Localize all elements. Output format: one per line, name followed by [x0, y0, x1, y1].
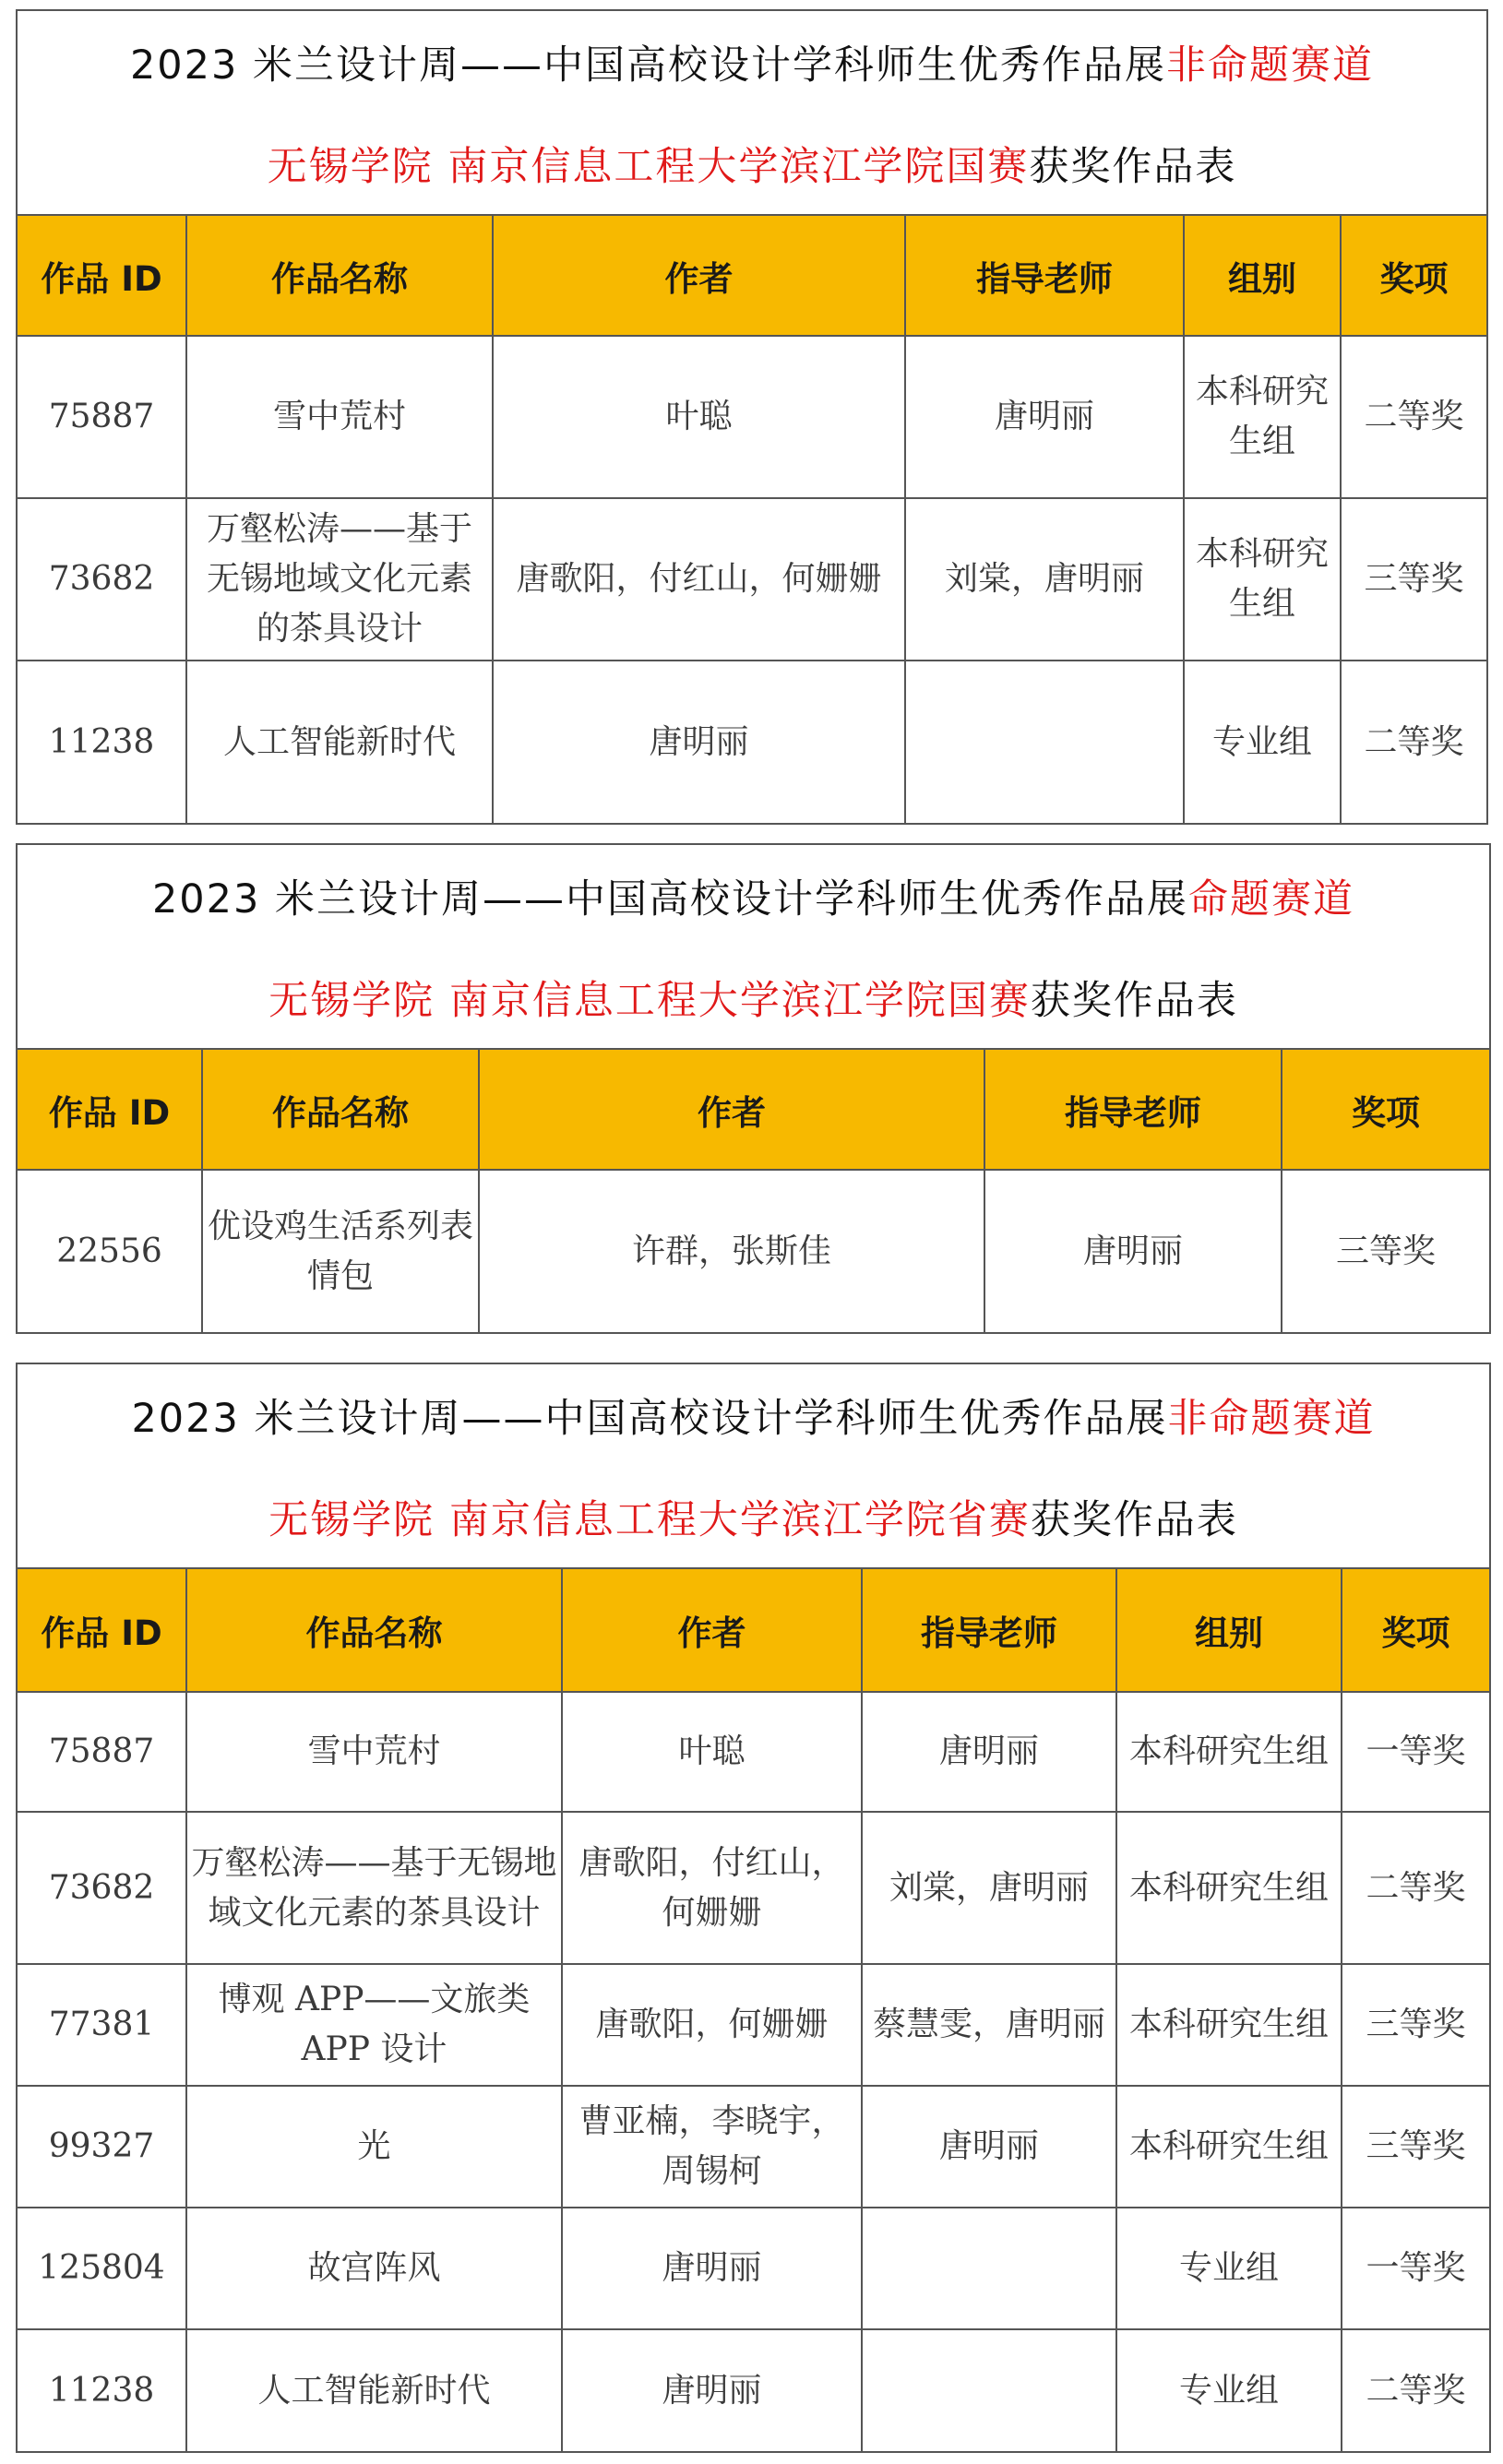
cell-work: 雪中荒村	[186, 336, 493, 498]
cell-group: 本科研究生组	[1116, 1812, 1342, 1964]
header-cell: 作品名称	[186, 1569, 562, 1692]
cell-advisor	[862, 2208, 1116, 2329]
cell-id: 11238	[18, 2329, 186, 2451]
cell-work: 人工智能新时代	[186, 2329, 562, 2451]
table-title	[18, 845, 1489, 1050]
cell-award: 二等奖	[1341, 661, 1486, 823]
cell-work: 优设鸡生活系列表情包	[202, 1170, 479, 1332]
table-row	[18, 2329, 1489, 2451]
table-title	[18, 11, 1486, 216]
cell-advisor	[862, 2329, 1116, 2451]
title-line1-text: 2023 米兰设计周——中国高校设计学科师生优秀作品展	[131, 1395, 1168, 1442]
table-row	[18, 1964, 1489, 2086]
award-table	[18, 216, 1486, 823]
cell-group: 专业组	[1116, 2329, 1342, 2451]
table-row	[18, 336, 1486, 498]
award-table	[18, 1569, 1489, 2451]
header-cell: 作品名称	[186, 216, 493, 336]
cell-work: 雪中荒村	[186, 1692, 562, 1812]
cell-author: 唐歌阳，付红山，何姗姗	[493, 498, 905, 661]
title-suffix: 获奖作品表	[1030, 1496, 1238, 1543]
cell-id: 75887	[18, 1692, 186, 1812]
award-table-provincial-nonthemed	[16, 1363, 1491, 2453]
cell-advisor: 唐明丽	[984, 1170, 1282, 1332]
header-cell: 作品名称	[202, 1050, 479, 1170]
award-table-national-themed	[16, 843, 1491, 1334]
table-row	[18, 661, 1486, 823]
cell-id: 77381	[18, 1964, 186, 2086]
cell-award: 二等奖	[1341, 336, 1486, 498]
cell-id: 99327	[18, 2086, 186, 2208]
cell-advisor: 唐明丽	[862, 1692, 1116, 1812]
award-table	[18, 1050, 1489, 1332]
cell-award: 二等奖	[1342, 1812, 1489, 1964]
header-cell: 奖项	[1342, 1569, 1489, 1692]
cell-author: 唐歌阳，付红山，何姗姗	[562, 1812, 862, 1964]
title-track: 命题赛道	[1188, 875, 1355, 923]
header-row	[18, 216, 1486, 336]
cell-group: 本科研究生组	[1116, 2086, 1342, 2208]
header-cell: 组别	[1116, 1569, 1342, 1692]
cell-id: 73682	[18, 498, 186, 661]
header-cell: 组别	[1184, 216, 1341, 336]
header-cell: 指导老师	[862, 1569, 1116, 1692]
cell-work: 博观 APP——文旅类 APP 设计	[186, 1964, 562, 2086]
cell-group: 专业组	[1184, 661, 1341, 823]
cell-work: 人工智能新时代	[186, 661, 493, 823]
cell-advisor: 刘棠，唐明丽	[862, 1812, 1116, 1964]
cell-author: 唐明丽	[562, 2329, 862, 2451]
table-row	[18, 498, 1486, 661]
cell-advisor	[905, 661, 1184, 823]
cell-author: 唐歌阳，何姗姗	[562, 1964, 862, 2086]
cell-author: 叶聪	[493, 336, 905, 498]
title-suffix: 获奖作品表	[1029, 143, 1237, 190]
title-suffix: 获奖作品表	[1030, 977, 1238, 1024]
header-cell: 奖项	[1282, 1050, 1489, 1170]
cell-award: 三等奖	[1341, 498, 1486, 661]
header-cell: 奖项	[1341, 216, 1486, 336]
table-row	[18, 1692, 1489, 1812]
header-row	[18, 1569, 1489, 1692]
table-row	[18, 2086, 1489, 2208]
cell-id: 125804	[18, 2208, 186, 2329]
cell-id: 22556	[18, 1170, 202, 1332]
cell-id: 11238	[18, 661, 186, 823]
title-track: 非命题赛道	[1167, 1395, 1376, 1442]
award-table-national-nonthemed	[16, 9, 1488, 825]
cell-author: 曹亚楠，李晓宇，周锡柯	[562, 2086, 862, 2208]
title-track: 非命题赛道	[1166, 42, 1375, 89]
title-school: 无锡学院 南京信息工程大学滨江学院国赛	[268, 977, 1031, 1024]
cell-advisor: 唐明丽	[862, 2086, 1116, 2208]
cell-award: 三等奖	[1342, 1964, 1489, 2086]
cell-work: 万壑松涛——基于无锡地域文化元素的茶具设计	[186, 1812, 562, 1964]
title-school: 无锡学院 南京信息工程大学滨江学院省赛	[268, 1496, 1031, 1543]
header-cell: 作品 ID	[18, 1569, 186, 1692]
cell-group: 本科研究生组	[1116, 1692, 1342, 1812]
cell-award: 二等奖	[1342, 2329, 1489, 2451]
cell-advisor: 唐明丽	[905, 336, 1184, 498]
cell-author: 许群，张斯佳	[479, 1170, 984, 1332]
cell-award: 三等奖	[1342, 2086, 1489, 2208]
cell-author: 唐明丽	[562, 2208, 862, 2329]
cell-award: 三等奖	[1282, 1170, 1489, 1332]
table-row	[18, 1812, 1489, 1964]
cell-group: 专业组	[1116, 2208, 1342, 2329]
cell-author: 唐明丽	[493, 661, 905, 823]
title-line1-text: 2023 米兰设计周——中国高校设计学科师生优秀作品展	[151, 875, 1189, 923]
cell-award: 一等奖	[1342, 2208, 1489, 2329]
table-title	[18, 1364, 1489, 1569]
cell-work: 万壑松涛——基于无锡地域文化元素的茶具设计	[186, 498, 493, 661]
cell-advisor: 蔡慧雯，唐明丽	[862, 1964, 1116, 2086]
cell-group: 本科研究生组	[1116, 1964, 1342, 2086]
table-row	[18, 1170, 1489, 1332]
cell-advisor: 刘棠，唐明丽	[905, 498, 1184, 661]
title-line1-text: 2023 米兰设计周——中国高校设计学科师生优秀作品展	[129, 42, 1167, 89]
header-cell: 作者	[479, 1050, 984, 1170]
cell-work: 光	[186, 2086, 562, 2208]
cell-group: 本科研究生组	[1184, 498, 1341, 661]
cell-id: 75887	[18, 336, 186, 498]
header-cell: 作者	[562, 1569, 862, 1692]
header-cell: 指导老师	[984, 1050, 1282, 1170]
header-cell: 作品 ID	[18, 216, 186, 336]
cell-work: 故宫阵风	[186, 2208, 562, 2329]
cell-id: 73682	[18, 1812, 186, 1964]
cell-group: 本科研究生组	[1184, 336, 1341, 498]
cell-award: 一等奖	[1342, 1692, 1489, 1812]
header-cell: 指导老师	[905, 216, 1184, 336]
title-school: 无锡学院 南京信息工程大学滨江学院国赛	[267, 143, 1030, 190]
header-cell: 作者	[493, 216, 905, 336]
header-cell: 作品 ID	[18, 1050, 202, 1170]
table-row	[18, 2208, 1489, 2329]
header-row	[18, 1050, 1489, 1170]
cell-author: 叶聪	[562, 1692, 862, 1812]
